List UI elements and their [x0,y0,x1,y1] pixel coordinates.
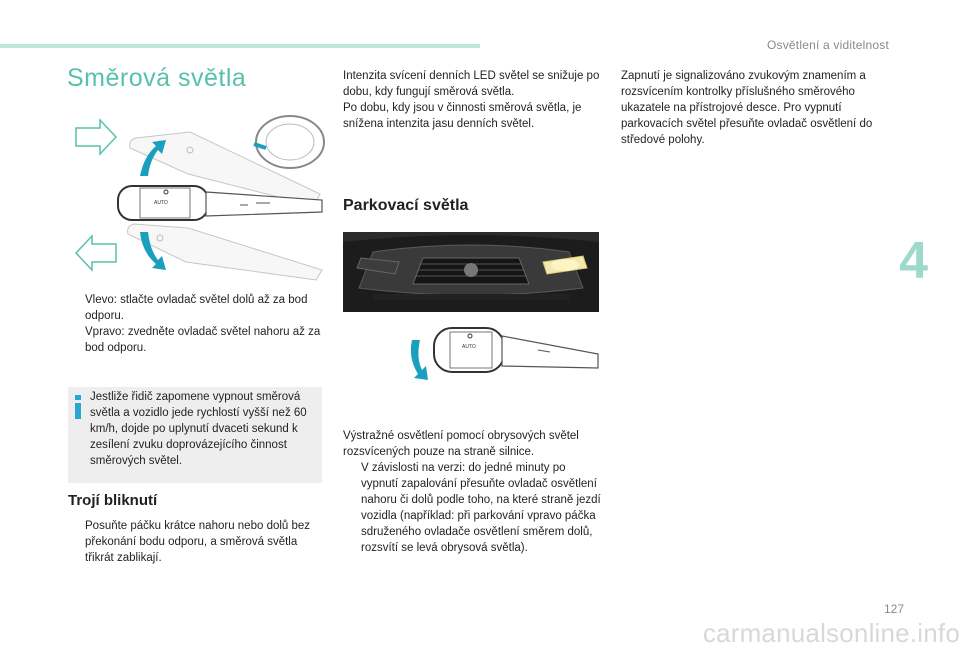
turn-signal-stalk-diagram [70,110,330,282]
parking-signal-text [621,68,873,148]
bullet-item-left: Vlevo: stlačte ovladač světel dolů až za bod odporu. [85,294,308,322]
parking-light-stalk-diagram [400,318,600,386]
paragraph: Po dobu, kdy jsou v činnosti směrová světla, je snížena intenzita jasu denních světel. [343,102,582,130]
page-number: 127 [883,602,904,616]
paragraph: Intenzita svícení denních LED světel se snižuje po dobu, kdy fungují směrová světla. [343,70,600,98]
watermark: carmanualsonline.info [702,618,960,648]
info-text: Jestliže řidič zapomene vypnout směrová světla a vozidlo jede rychlostí vyšší než 60 km/h, dojde po uplynutí dvaceti sekund k zesílení zvuku doprovázejícího činnost směrových světel. [90,391,307,467]
section-title-parking-lights: Parkovací světla [343,197,469,214]
arrow-down-motion-icon [411,340,428,380]
paragraph: Zapnutí je signalizováno zvukovým znamením a rozsvícením kontrolky příslušného směrového ukazatele na přístrojové desce. Pro vypnutí parkovacích světel přesuňte ovladač osvětlení do středové polohy. [621,70,873,146]
bullet-item-right: Vpravo: zvedněte ovladač světel nahoru až za bod odporu. [85,326,321,354]
triple-flash-bullets [67,518,323,566]
chapter-tab-number: 4 [899,232,928,290]
arrow-right-outline-icon [76,120,116,154]
chapter-title: Osvětlení a viditelnost [767,38,889,52]
svg-text:AUTO: AUTO [154,200,168,206]
car-front-parking-lights-photo [343,232,599,312]
paragraph: Výstražné osvětlení pomocí obrysových světel rozsvícených pouze na straně silnice. [343,430,579,458]
svg-text:AUTO: AUTO [462,344,476,350]
turn-signal-bullets [67,292,323,356]
led-intensity-text [343,68,601,132]
section-title-turn-signals: Směrová světla [67,64,247,92]
info-icon [73,395,83,419]
arrow-left-outline-icon [76,236,116,270]
steering-wheel-icon [254,116,324,168]
subsection-title-triple-flash: Trojí bliknutí [68,492,158,509]
brand-logo-icon [464,263,478,277]
bullet-item: Posuňte páčku krátce nahoru nebo dolů bez překonání bodu odporu, a směrová světla třikrát zablikají. [85,520,311,564]
header-accent-bar [0,44,480,48]
stalk-lower-position [128,224,322,280]
info-box [68,387,322,483]
parking-lights-text [343,428,601,556]
bullet-item: V závislosti na verzi: do jedné minuty po vypnutí zapalování přesuňte ovladač osvětlení nahoru či dolů podle toho, na které straně jezdí vozidla (například: při parkování vpravo páčka sdruženého ovladače osvětlení směrem dolů, rozsvítí se levá obrysová světla). [361,462,601,554]
